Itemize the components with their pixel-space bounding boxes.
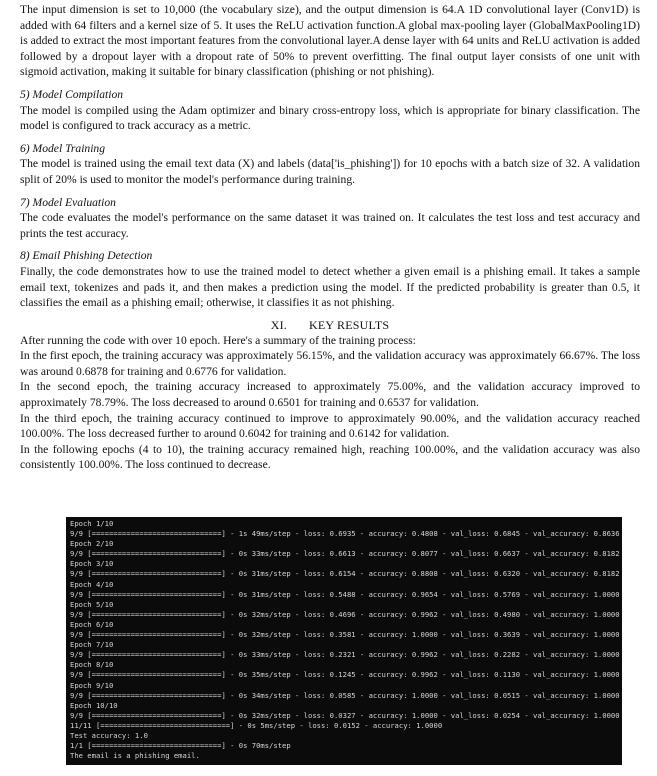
console-line: Epoch 9/10 [70, 680, 114, 690]
results-body [20, 333, 640, 473]
console-line: Epoch 8/10 [70, 660, 114, 670]
console-line: Epoch 3/10 [70, 559, 114, 569]
console-line: Epoch 5/10 [70, 599, 114, 609]
console-line: Epoch 7/10 [70, 640, 114, 650]
subsection-heading-model-compilation: 5) Model Compilation [20, 87, 124, 101]
section-heading [20, 317, 640, 333]
console-line: Epoch 6/10 [70, 619, 114, 629]
console-line: 9/9 [==============================] - 0s 32ms/step - loss: 0.0327 - accuracy: 1.0000 - val_loss: 0.0254 - val_accuracy: 1.0000 [70, 710, 620, 720]
subsection-heading-model-training: 6) Model Training [20, 141, 106, 155]
subsection-heading-model-evaluation: 7) Model Evaluation [20, 195, 116, 209]
document-page [20, 2, 640, 473]
results-paragraph: In the third epoch, the training accuracy continued to improve to approximately 90.00%, and the validation accuracy reached 100.00%. The loss decreased further to around 0.6042 for training and 0.6142 for validation. [20, 411, 640, 441]
training-console-output [66, 517, 622, 765]
section-number: XI. [270, 317, 287, 332]
console-line: 9/9 [==============================] - 1s 49ms/step - loss: 0.6935 - accuracy: 0.4808 - val_loss: 0.6845 - val_accuracy: 0.8636 [70, 529, 620, 539]
console-line: Epoch 2/10 [70, 539, 114, 549]
console-line: 9/9 [==============================] - 0s 31ms/step - loss: 0.6154 - accuracy: 0.8808 - val_loss: 0.6320 - val_accuracy: 0.8182 [70, 569, 620, 579]
console-line: Epoch 4/10 [70, 579, 114, 589]
console-line: 9/9 [==============================] - 0s 32ms/step - loss: 0.3581 - accuracy: 1.0000 - val_loss: 0.3639 - val_accuracy: 1.0000 [70, 630, 620, 640]
results-paragraph: In the following epochs (4 to 10), the training accuracy remained high, reaching 100.00%, and the validation accuracy was also consistently 100.00%. The loss continued to decrease. [20, 442, 640, 472]
console-line: Epoch 1/10 [70, 519, 114, 528]
section-title: KEY RESULTS [308, 317, 390, 332]
subsection-body-model-compilation: The model is compiled using the Adam optimizer and binary cross-entropy loss, which is appropriate for binary classification. The model is configured to track accuracy as a metric. [20, 103, 640, 133]
subsection-body-model-evaluation: The code evaluates the model's performance on the same dataset it was trained on. It calculates the test loss and test accuracy and prints the test accuracy. [20, 211, 640, 240]
console-line: 9/9 [==============================] - 0s 35ms/step - loss: 0.1245 - accuracy: 0.9962 - val_loss: 0.1130 - val_accuracy: 1.0000 [70, 670, 620, 680]
console-line: Epoch 10/10 [70, 700, 118, 710]
results-paragraph: In the first epoch, the training accuracy was approximately 56.15%, and the validation accuracy was approximately 66.67%. The loss was around 0.6878 for training and 0.6776 for validation. [20, 349, 640, 378]
console-line: Test accuracy: 1.0 [70, 730, 148, 740]
subsection-body-phishing-detection: Finally, the code demonstrates how to use the trained model to detect whether a given email is a phishing email. It takes a sample email text, tokenizes and pads it, and then makes a prediction using the model. If the predicted probability is greater than 0.5, it classifies the email as a phishing email; otherwise, it classifies it as not phishing. [20, 264, 640, 310]
subsection-heading-phishing-detection: 8) Email Phishing Detection [20, 249, 153, 263]
console-line: 11/11 [==============================] - 0s 5ms/step - loss: 0.0152 - accuracy: 1.0000 [70, 720, 443, 730]
console-line: 9/9 [==============================] - 0s 33ms/step - loss: 0.2321 - accuracy: 0.9962 - val_loss: 0.2282 - val_accuracy: 1.0000 [70, 650, 620, 660]
console-line: 9/9 [==============================] - 0s 33ms/step - loss: 0.6613 - accuracy: 0.8077 - val_loss: 0.6637 - val_accuracy: 0.8182 [70, 549, 620, 559]
results-paragraph: After running the code with over 10 epoch. Here's a summary of the training process: [20, 333, 416, 347]
console-line: 9/9 [==============================] - 0s 31ms/step - loss: 0.5488 - accuracy: 0.9654 - val_loss: 0.5769 - val_accuracy: 1.0000 [70, 589, 620, 599]
intro-paragraph: The input dimension is set to 10,000 (the vocabulary size), and the output dimension is 64.A 1D convolutional layer (Conv1D) is added with 64 filters and a kernel size of 5. It uses the ReLU activation function.A global max-pooling layer (GlobalMaxPooling1D) is added to extract the most important features from the convolutional layer.A dense layer with 64 units and ReLU activation is added followed by a dropout layer with a dropout rate of 50% to prevent overfitting. The final output layer consists of one unit with sigmoid activation, making it suitable for binary classification (phishing or not phishing). [20, 3, 640, 79]
console-line: The email is a phishing email. [70, 751, 200, 761]
console-line: 9/9 [==============================] - 0s 34ms/step - loss: 0.0585 - accuracy: 1.0000 - val_loss: 0.0515 - val_accuracy: 1.0000 [70, 690, 620, 700]
console-line: 1/1 [==============================] - 0s 70ms/step [70, 741, 291, 751]
results-paragraph: In the second epoch, the training accuracy increased to approximately 75.00%, and the validation accuracy improved to approximately 78.79%. The loss decreased to around 0.6501 for training and 0.6537 for validation. [20, 380, 640, 410]
console-line: 9/9 [==============================] - 0s 32ms/step - loss: 0.4696 - accuracy: 0.9962 - val_loss: 0.4980 - val_accuracy: 1.0000 [70, 609, 620, 619]
subsection-body-model-training: The model is trained using the email text data (X) and labels (data['is_phishing']) for 10 epochs with a batch size of 32. A validation split of 20% is used to monitor the model's performance during training. [20, 157, 640, 186]
